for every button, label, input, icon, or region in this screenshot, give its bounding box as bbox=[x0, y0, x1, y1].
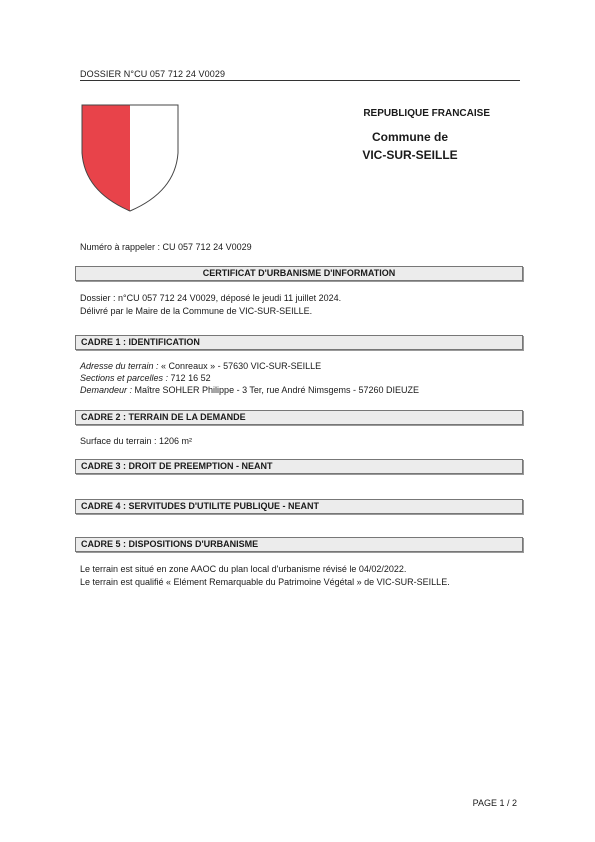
republique-francaise: REPUBLIQUE FRANCAISE bbox=[363, 108, 490, 119]
parcels-line bbox=[80, 373, 211, 385]
address-value: « Conreaux » - 57630 VIC-SUR-SEILLE bbox=[158, 361, 322, 371]
header-divider bbox=[80, 80, 520, 81]
address-label: Adresse du terrain : bbox=[80, 361, 159, 371]
parcels-value: 712 16 52 bbox=[168, 373, 211, 383]
cadre4-title-bar: CADRE 4 : SERVITUDES D'UTILITE PUBLIQUE - NEANT bbox=[75, 499, 523, 514]
applicant-label: Demandeur : bbox=[80, 385, 133, 395]
address-line bbox=[80, 361, 321, 373]
coat-of-arms-logo bbox=[80, 103, 180, 213]
crest-left-half bbox=[82, 105, 130, 211]
surface-line: Surface du terrain : 1206 m² bbox=[80, 436, 193, 446]
recall-number: Numéro à rappeler : CU 057 712 24 V0029 bbox=[80, 242, 252, 252]
certificate-title-bar: CERTIFICAT D'URBANISME D'INFORMATION bbox=[75, 266, 523, 281]
applicant-line bbox=[80, 385, 419, 397]
commune-name: VIC-SUR-SEILLE bbox=[362, 148, 458, 162]
crest-right-half bbox=[130, 105, 178, 211]
commune-label: Commune de bbox=[371, 130, 448, 144]
parcels-label: Sections et parcelles : bbox=[80, 373, 169, 383]
commune-block bbox=[330, 128, 490, 164]
cadre5-title-bar: CADRE 5 : DISPOSITIONS D'URBANISME bbox=[75, 537, 523, 552]
cadre3-title-bar: CADRE 3 : DROIT DE PREEMPTION - NEANT bbox=[75, 459, 523, 474]
page-number: PAGE 1 / 2 bbox=[472, 798, 517, 808]
cadre2-title-bar: CADRE 2 : TERRAIN DE LA DEMANDE bbox=[75, 410, 523, 425]
applicant-value: Maître SOHLER Philippe - 3 Ter, rue André Nimsgems - 57260 DIEUZE bbox=[132, 385, 419, 395]
certificate-issuer-line: Délivré par le Maire de la Commune de VIC-SUR-SEILLE. bbox=[80, 306, 313, 316]
cadre1-title-bar: CADRE 1 : IDENTIFICATION bbox=[75, 335, 523, 350]
certificate-dossier-line: Dossier : n°CU 057 712 24 V0029, déposé le jeudi 11 juillet 2024. bbox=[80, 293, 342, 303]
zoning-line: Le terrain est situé en zone AAOC du plan local d'urbanisme révisé le 04/02/2022. bbox=[80, 564, 407, 574]
heritage-line: Le terrain est qualifié « Elément Remarquable du Patrimoine Végétal » de VIC-SUR-SEILLE. bbox=[80, 577, 450, 587]
dossier-reference: DOSSIER N°CU 057 712 24 V0029 bbox=[80, 69, 226, 79]
